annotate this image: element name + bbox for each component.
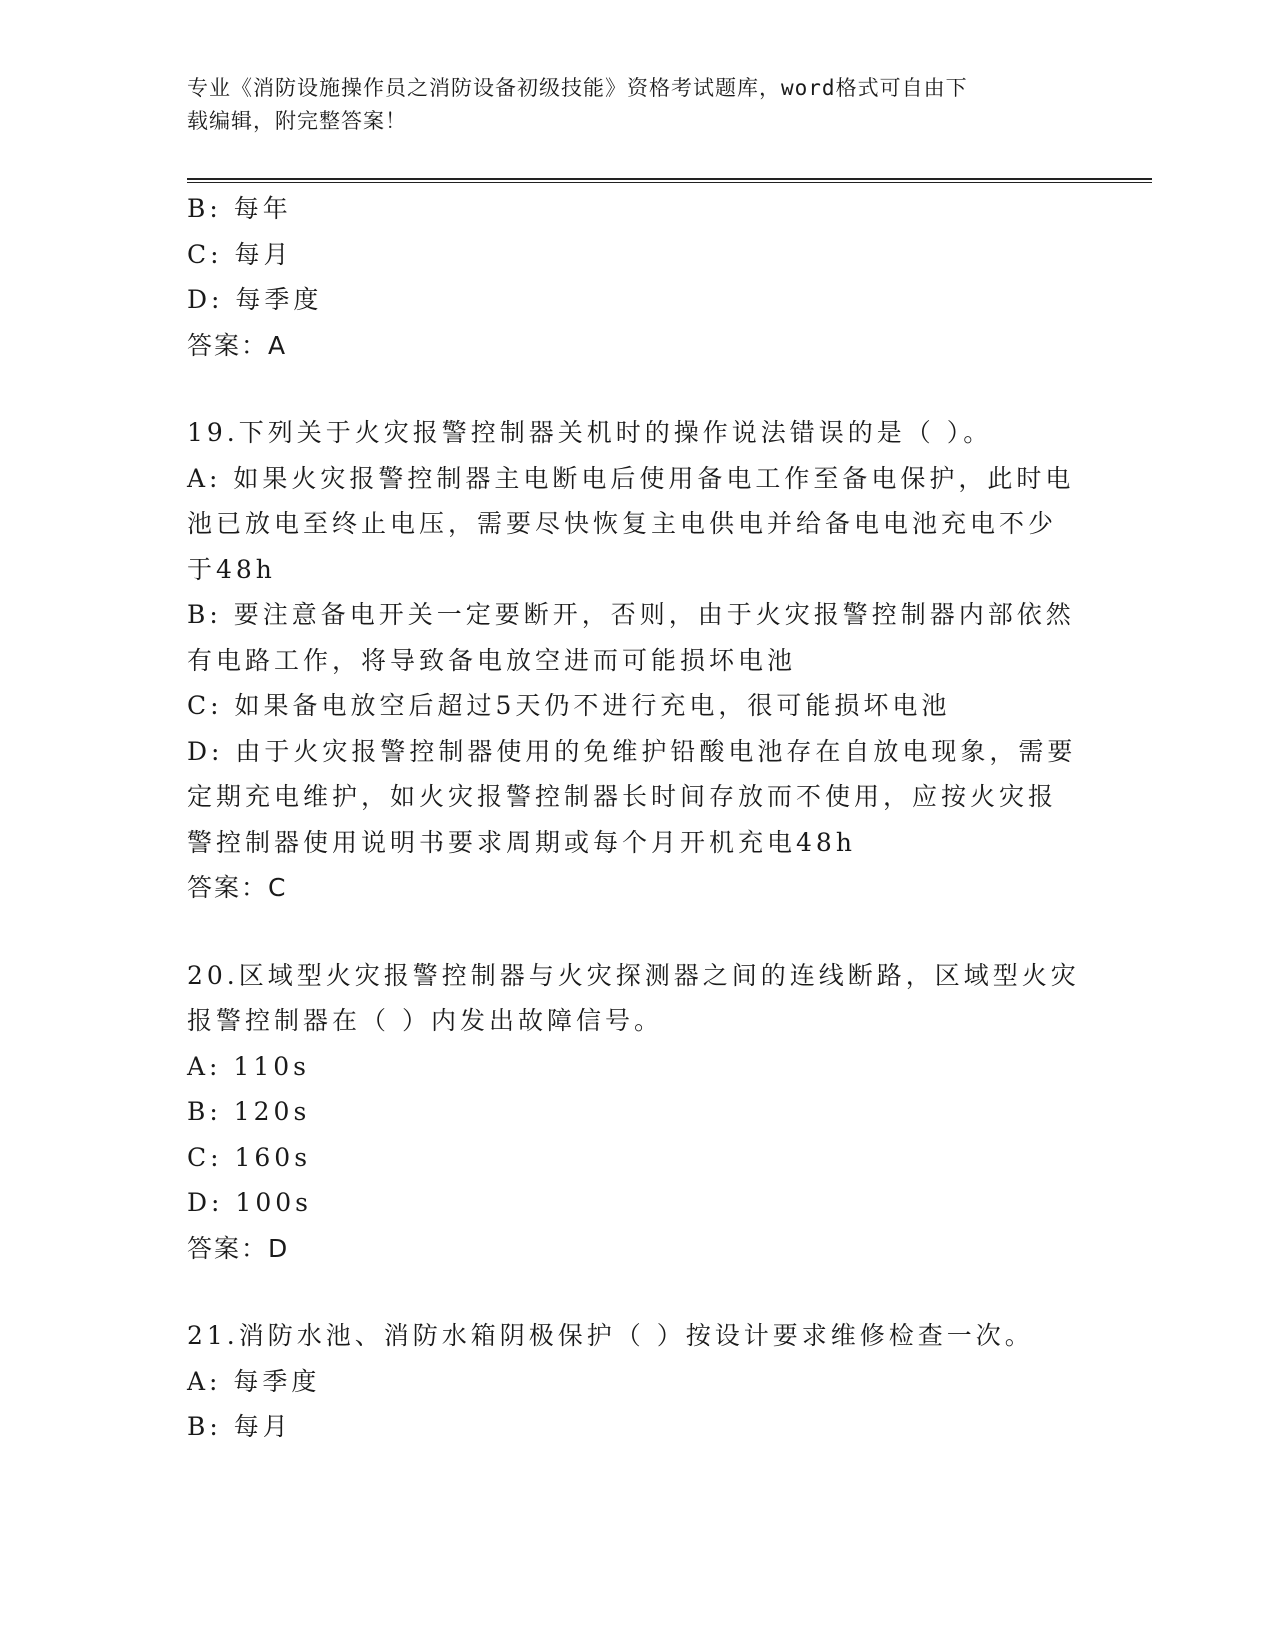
q19-option-c: C: 如果备电放空后超过5天仍不进行充电，很可能损坏电池 xyxy=(187,691,951,720)
spacer xyxy=(187,911,1087,953)
q18-answer: 答案：A xyxy=(187,330,288,360)
question-21 xyxy=(187,1313,1087,1450)
question-18-tail xyxy=(187,186,1087,368)
header-line-1: 专业《消防设施操作员之消防设备初级技能》资格考试题库，word格式可自由下 xyxy=(187,76,968,100)
q18-option-c: C: 每月 xyxy=(187,239,293,269)
q18-option-b: B: 每年 xyxy=(187,194,292,223)
q20-stem-line-1: 20.区域型火灾报警控制器与火灾探测器之间的连线断路，区域型火灾 xyxy=(187,960,1080,990)
q21-option-b: B: 每月 xyxy=(187,1412,292,1441)
spacer xyxy=(187,368,1087,410)
question-20 xyxy=(187,953,1087,1272)
q19-answer: 答案：C xyxy=(187,873,288,902)
header-line-2: 载编辑，附完整答案！ xyxy=(187,109,407,133)
q20-option-d: D: 100s xyxy=(187,1188,312,1217)
question-content xyxy=(187,186,1087,1450)
q20-option-b: B: 120s xyxy=(187,1097,311,1126)
q19-option-a-line-2: 池已放电至终止电压，需要尽快恢复主电供电并给备电电池充电不少 xyxy=(187,509,1058,538)
q19-option-d-line-1: D: 由于火灾报警控制器使用的免维护铅酸电池存在自放电现象，需要 xyxy=(187,736,1077,766)
q20-answer: 答案：D xyxy=(187,1233,290,1263)
q21-option-a: A: 每季度 xyxy=(187,1366,321,1396)
page-header xyxy=(187,72,1067,138)
q20-option-c: C: 160s xyxy=(187,1142,312,1172)
q19-option-a-line-3: 于48h xyxy=(187,554,276,584)
q18-option-d: D: 每季度 xyxy=(187,285,323,314)
q19-option-d-line-3: 警控制器使用说明书要求周期或每个月开机充电48h xyxy=(187,827,856,857)
q21-stem: 21.消防水池、消防水箱阴极保护（ ）按设计要求维修检查一次。 xyxy=(187,1321,1034,1350)
q19-option-a-line-1: A: 如果火灾报警控制器主电断电后使用备电工作至备电保护，此时电 xyxy=(187,463,1075,493)
q19-option-b-line-1: B: 要注意备电开关一定要断开，否则，由于火灾报警控制器内部依然 xyxy=(187,600,1075,629)
q19-stem: 19.下列关于火灾报警控制器关机时的操作说法错误的是（ ）。 xyxy=(187,418,993,447)
header-divider xyxy=(187,178,1152,183)
q19-option-d-line-2: 定期充电维护，如火灾报警控制器长时间存放而不使用，应按火灾报 xyxy=(187,782,1058,811)
question-19 xyxy=(187,410,1087,911)
q20-option-a: A: 110s xyxy=(187,1051,310,1081)
q20-stem-line-2: 报警控制器在（ ）内发出故障信号。 xyxy=(187,1006,663,1035)
spacer xyxy=(187,1271,1087,1313)
q19-option-b-line-2: 有电路工作，将导致备电放空进而可能损坏电池 xyxy=(187,645,797,675)
